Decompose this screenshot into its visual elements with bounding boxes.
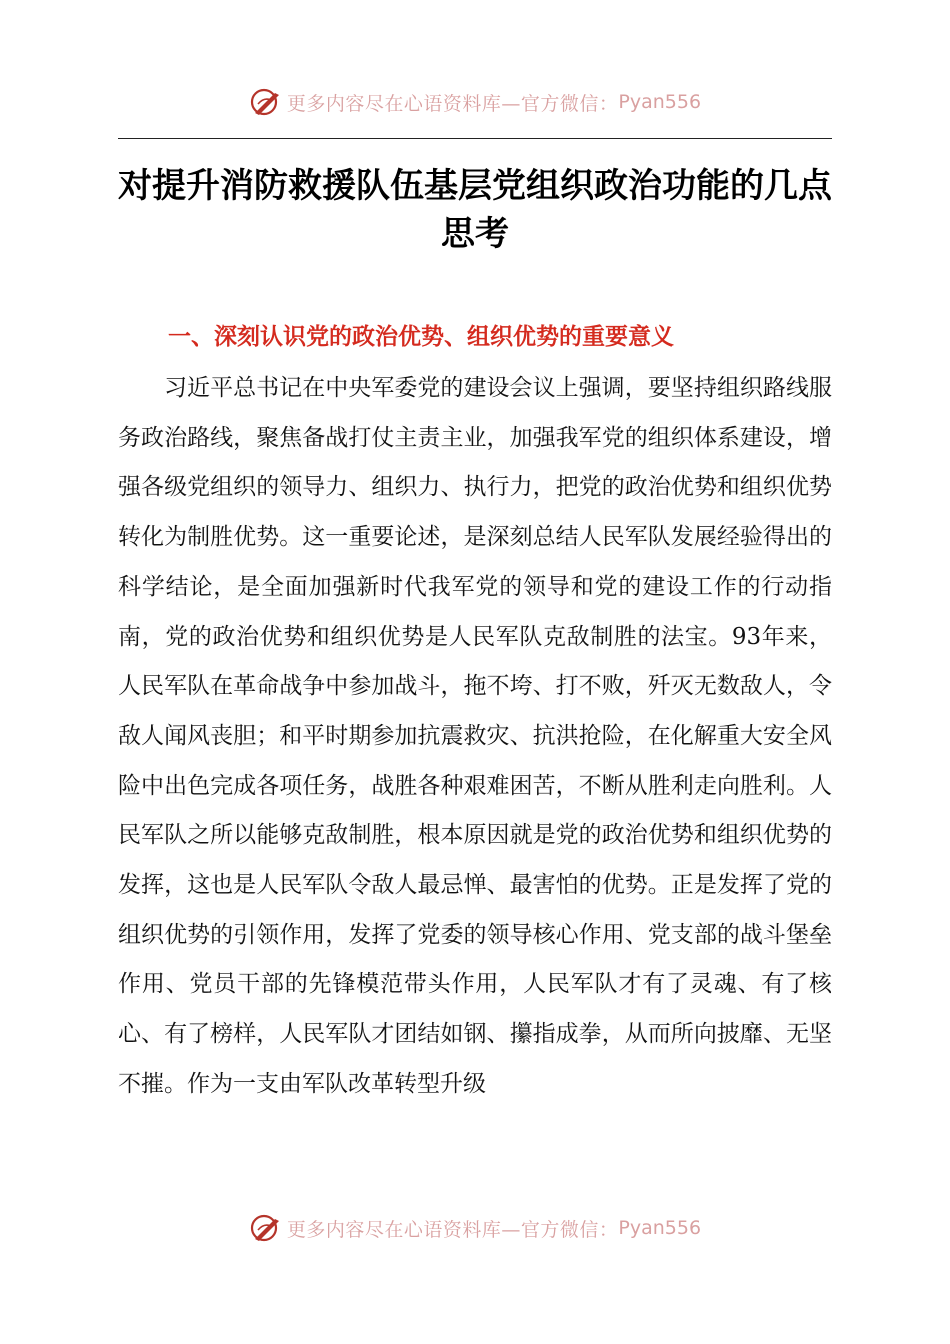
watermark-handle: Pyan556 [618, 91, 702, 113]
footer-watermark [0, 1208, 950, 1248]
watermark-text: 更多内容尽在心语资料库—官方微信： [286, 1218, 619, 1241]
pen-logo-icon [249, 1211, 283, 1245]
body-paragraph: 习近平总书记在中央军委党的建设会议上强调，要坚持组织路线服务政治路线，聚焦备战打仗主责主业，加强我军党的组织体系建设，增强各级党组织的领导力、组织力、执行力，把党的政治优势和组织优势转化为制胜优势。这一重要论述，是深刻总结人民军队发展经验得出的科学结论，是全面加强新时代我军党的领导和党的建设工作的行动指南，党的政治优势和组织优势是人民军队克敌制胜的法宝。93年来，人民军队在革命战争中参加战斗，拖不垮、打不败，歼灭无数敌人，令敌人闻风丧胆；和平时期参加抗震救灾、抗洪抢险，在化解重大安全风险中出色完成各项任务，战胜各种艰难困苦，不断从胜利走向胜利。人民军队之所以能够克敌制胜，根本原因就是党的政治优势和组织优势的发挥，这也是人民军队令敌人最忌惮、最害怕的优势。正是发挥了党的组织优势的引领作用，发挥了党委的领导核心作用、党支部的战斗堡垒作用、党员干部的先锋模范带头作用，人民军队才有了灵魂、有了核心、有了榜样，人民军队才团结如钢、攥指成拳，从而所向披靡、无坚不摧。作为一支由军队改革转型升级 [118, 375, 832, 1097]
header-divider [118, 138, 832, 139]
header-watermark [0, 82, 950, 122]
watermark-text: 更多内容尽在心语资料库—官方微信： [286, 92, 619, 115]
watermark-handle: Pyan556 [618, 1217, 702, 1239]
pen-logo-icon [249, 85, 283, 119]
section-heading: 一、深刻认识党的政治优势、组织优势的重要意义 [168, 324, 674, 350]
document-title: 对提升消防救援队伍基层党组织政治功能的几点思考 [118, 166, 832, 254]
